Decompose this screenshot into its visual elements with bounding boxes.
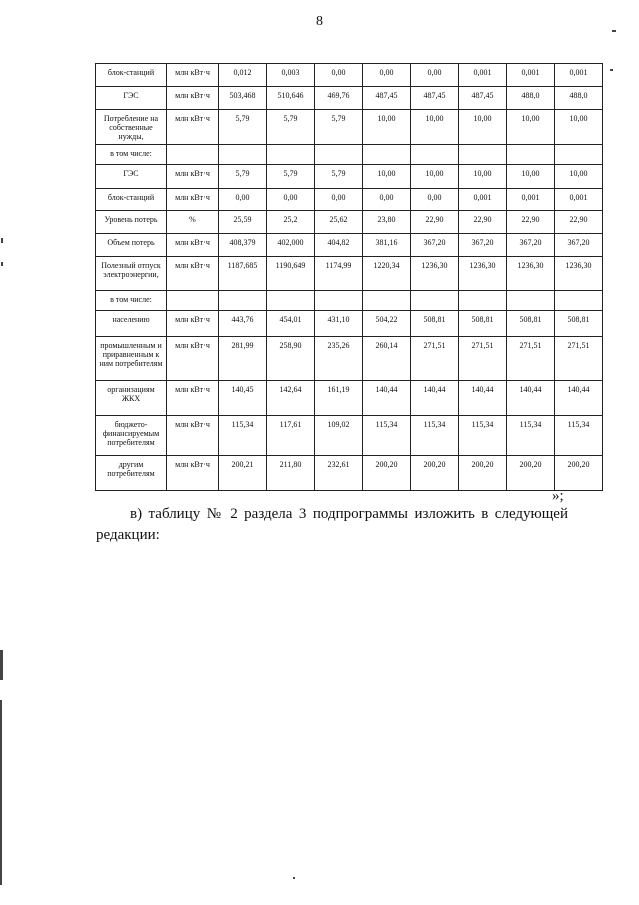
unit-cell: млн кВт·ч [167, 381, 219, 416]
unit-cell: млн кВт·ч [167, 165, 219, 189]
value-cell: 510,646 [267, 87, 315, 110]
row-name-cell: Потребление на собственные нужды, [96, 110, 167, 145]
scan-dot [293, 877, 295, 879]
unit-cell: млн кВт·ч [167, 456, 219, 491]
value-cell: 142,64 [267, 381, 315, 416]
value-cell: 25,62 [315, 211, 363, 234]
table-row [96, 311, 603, 337]
value-cell: 487,45 [363, 87, 411, 110]
value-cell: 271,51 [411, 337, 459, 381]
value-cell: 0,003 [267, 64, 315, 87]
unit-cell: млн кВт·ч [167, 87, 219, 110]
value-cell: 22,90 [459, 211, 507, 234]
unit-cell: млн кВт·ч [167, 110, 219, 145]
value-cell: 469,76 [315, 87, 363, 110]
value-cell: 200,20 [411, 456, 459, 491]
row-name-cell: бюджето-финансируемым потребителям [96, 416, 167, 456]
value-cell: 0,001 [459, 64, 507, 87]
table-row [96, 416, 603, 456]
value-cell: 271,51 [555, 337, 603, 381]
unit-cell: млн кВт·ч [167, 337, 219, 381]
value-cell: 367,20 [459, 234, 507, 257]
value-cell: 0,001 [555, 189, 603, 211]
value-cell: 115,34 [459, 416, 507, 456]
value-cell: 488,0 [555, 87, 603, 110]
value-cell: 504,22 [363, 311, 411, 337]
value-cell: 200,20 [363, 456, 411, 491]
value-cell: 0,001 [507, 64, 555, 87]
row-name-cell: в том числе: [96, 145, 167, 165]
unit-cell [167, 291, 219, 311]
value-cell: 161,19 [315, 381, 363, 416]
value-cell: 0,001 [459, 189, 507, 211]
value-cell: 443,76 [219, 311, 267, 337]
value-cell [555, 145, 603, 165]
table-row [96, 87, 603, 110]
row-name-cell: блок-станций [96, 64, 167, 87]
value-cell [459, 145, 507, 165]
value-cell: 22,90 [507, 211, 555, 234]
value-cell: 0,001 [555, 64, 603, 87]
value-cell: 10,00 [555, 165, 603, 189]
value-cell: 232,61 [315, 456, 363, 491]
table-row [96, 257, 603, 291]
value-cell: 10,00 [507, 110, 555, 145]
value-cell: 402,000 [267, 234, 315, 257]
table-body [96, 64, 603, 491]
value-cell: 404,82 [315, 234, 363, 257]
value-cell [219, 145, 267, 165]
value-cell: 0,00 [267, 189, 315, 211]
page-number: 8 [316, 14, 323, 29]
value-cell: 200,21 [219, 456, 267, 491]
value-cell [363, 291, 411, 311]
value-cell: 258,90 [267, 337, 315, 381]
value-cell: 367,20 [555, 234, 603, 257]
value-cell [315, 145, 363, 165]
value-cell: 0,012 [219, 64, 267, 87]
value-cell: 271,51 [459, 337, 507, 381]
table-row [96, 165, 603, 189]
value-cell: 1190,649 [267, 257, 315, 291]
value-cell: 1187,685 [219, 257, 267, 291]
value-cell: 200,20 [507, 456, 555, 491]
table-row [96, 234, 603, 257]
unit-cell: млн кВт·ч [167, 311, 219, 337]
value-cell: 0,00 [219, 189, 267, 211]
scan-margin-mark [0, 700, 2, 885]
value-cell: 271,51 [507, 337, 555, 381]
value-cell: 1174,99 [315, 257, 363, 291]
value-cell: 0,001 [507, 189, 555, 211]
body-paragraph: в) таблицу № 2 раздела 3 подпрограммы изложить в следующей редакции: [96, 506, 568, 543]
row-name-cell: ГЭС [96, 165, 167, 189]
value-cell: 140,44 [411, 381, 459, 416]
unit-cell: млн кВт·ч [167, 189, 219, 211]
row-name-cell: в том числе: [96, 291, 167, 311]
row-name-cell: Уровень потерь [96, 211, 167, 234]
value-cell: 0,00 [315, 189, 363, 211]
value-cell: 454,01 [267, 311, 315, 337]
value-cell: 200,20 [459, 456, 507, 491]
value-cell: 5,79 [219, 110, 267, 145]
unit-cell: % [167, 211, 219, 234]
row-name-cell: Полезный отпуск электроэнергии, [96, 257, 167, 291]
value-cell: 10,00 [507, 165, 555, 189]
value-cell: 1236,30 [555, 257, 603, 291]
value-cell: 431,10 [315, 311, 363, 337]
table-row [96, 64, 603, 87]
value-cell: 487,45 [459, 87, 507, 110]
value-cell: 140,44 [507, 381, 555, 416]
table-row [96, 337, 603, 381]
value-cell: 140,44 [459, 381, 507, 416]
value-cell: 5,79 [267, 110, 315, 145]
value-cell: 0,00 [363, 64, 411, 87]
value-cell: 10,00 [363, 165, 411, 189]
value-cell [555, 291, 603, 311]
value-cell: 1236,30 [411, 257, 459, 291]
value-cell: 1236,30 [459, 257, 507, 291]
value-cell: 10,00 [459, 165, 507, 189]
row-name-cell: Объем потерь [96, 234, 167, 257]
row-name-cell: другим потребителям [96, 456, 167, 491]
value-cell: 235,26 [315, 337, 363, 381]
table-row [96, 381, 603, 416]
closing-quote: »; [552, 488, 564, 504]
table-row [96, 291, 603, 311]
value-cell: 22,90 [411, 211, 459, 234]
value-cell: 115,34 [363, 416, 411, 456]
value-cell: 367,20 [411, 234, 459, 257]
unit-cell: млн кВт·ч [167, 64, 219, 87]
value-cell: 22,90 [555, 211, 603, 234]
table-row [96, 110, 603, 145]
value-cell [411, 145, 459, 165]
table-row [96, 211, 603, 234]
value-cell: 503,468 [219, 87, 267, 110]
value-cell: 381,16 [363, 234, 411, 257]
value-cell [219, 291, 267, 311]
value-cell [267, 291, 315, 311]
value-cell: 260,14 [363, 337, 411, 381]
unit-cell: млн кВт·ч [167, 257, 219, 291]
value-cell: 0,00 [315, 64, 363, 87]
table-row [96, 145, 603, 165]
value-cell: 115,34 [219, 416, 267, 456]
value-cell: 115,34 [411, 416, 459, 456]
value-cell: 140,44 [555, 381, 603, 416]
value-cell: 5,79 [315, 110, 363, 145]
value-cell: 115,34 [507, 416, 555, 456]
value-cell [363, 145, 411, 165]
value-cell: 23,80 [363, 211, 411, 234]
value-cell [459, 291, 507, 311]
scan-margin-mark [1, 238, 3, 243]
table-row [96, 456, 603, 491]
value-cell: 25,2 [267, 211, 315, 234]
value-cell: 487,45 [411, 87, 459, 110]
value-cell: 140,44 [363, 381, 411, 416]
value-cell: 25,59 [219, 211, 267, 234]
value-cell: 508,81 [459, 311, 507, 337]
value-cell: 488,0 [507, 87, 555, 110]
value-cell: 140,45 [219, 381, 267, 416]
value-cell: 200,20 [555, 456, 603, 491]
value-cell: 10,00 [459, 110, 507, 145]
value-cell: 1236,30 [507, 257, 555, 291]
value-cell [507, 145, 555, 165]
value-cell: 115,34 [555, 416, 603, 456]
value-cell: 508,81 [555, 311, 603, 337]
value-cell: 10,00 [555, 110, 603, 145]
unit-cell: млн кВт·ч [167, 234, 219, 257]
unit-cell: млн кВт·ч [167, 416, 219, 456]
unit-cell [167, 145, 219, 165]
value-cell: 10,00 [411, 165, 459, 189]
value-cell: 117,61 [267, 416, 315, 456]
value-cell [315, 291, 363, 311]
scan-margin-mark [0, 650, 3, 680]
row-name-cell: блок-станций [96, 189, 167, 211]
value-cell: 0,00 [411, 189, 459, 211]
value-cell: 1220,34 [363, 257, 411, 291]
scan-margin-mark [1, 262, 3, 266]
value-cell [411, 291, 459, 311]
value-cell: 211,80 [267, 456, 315, 491]
value-cell: 408,379 [219, 234, 267, 257]
table-row [96, 189, 603, 211]
value-cell: 367,20 [507, 234, 555, 257]
value-cell [267, 145, 315, 165]
value-cell: 0,00 [411, 64, 459, 87]
scan-dot [612, 30, 616, 32]
scan-dot [610, 69, 613, 71]
value-cell: 5,79 [267, 165, 315, 189]
row-name-cell: ГЭС [96, 87, 167, 110]
value-cell: 10,00 [363, 110, 411, 145]
value-cell: 5,79 [315, 165, 363, 189]
row-name-cell: промышленным и приравненным к ним потребителям [96, 337, 167, 381]
value-cell: 281,99 [219, 337, 267, 381]
value-cell: 109,02 [315, 416, 363, 456]
value-cell [507, 291, 555, 311]
row-name-cell: организациям ЖКХ [96, 381, 167, 416]
value-cell: 5,79 [219, 165, 267, 189]
value-cell: 10,00 [411, 110, 459, 145]
value-cell: 508,81 [411, 311, 459, 337]
value-cell: 0,00 [363, 189, 411, 211]
value-cell: 508,81 [507, 311, 555, 337]
data-table [95, 63, 603, 491]
row-name-cell: населению [96, 311, 167, 337]
